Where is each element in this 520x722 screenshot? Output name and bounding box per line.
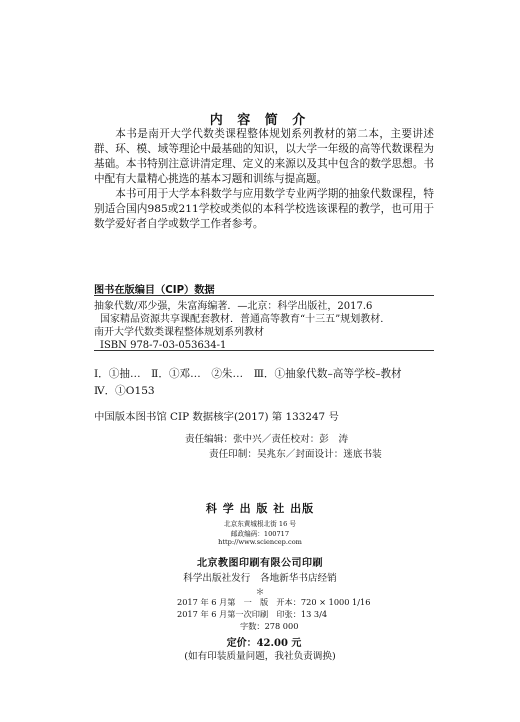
publisher-url: http://www.sciencep.com bbox=[218, 538, 302, 546]
printer-name: 北京教图印刷有限公司印刷 bbox=[197, 558, 323, 569]
intro-paragraph-2: 本书可用于大学本科数学与应用数学专业两学期的抽象代数课程，特别适合国内985或211学校或类似的本科学校选该课程的教学，也可用于数学爱好者自学或数学工作者参考。 bbox=[94, 188, 434, 230]
intro-paragraph-1: 本书是南开大学代数类课程整体规划系列教材的第二本，主要讲述群、环、模、域等理论中最基础的知识，以大学一年级的高等代数课程为基础。本书特别注意讲清定理、定义的来源以及其中包含的数学思想。书中配有大量精心挑选的基本习题和训练与提高题。 bbox=[94, 128, 434, 185]
price: 定价：42.00 元 bbox=[226, 638, 302, 649]
cip-record bbox=[94, 300, 434, 352]
edition-format: 2017 年 6 月第 一 版 开本：720 × 1000 1/16 bbox=[177, 597, 371, 607]
quality-notice: (如有印装质量问题，我社负责调换) bbox=[184, 651, 336, 662]
cip-bottom-rule bbox=[94, 350, 434, 351]
cip-line-series-1: 国家精品资源共享课配套教材．普通高等教育“十三五”规划教材． bbox=[100, 314, 391, 325]
cip-number: 中国版本图书馆 CIP 数据核字(2017) 第 133247 号 bbox=[94, 411, 339, 423]
printing-sheets: 2017 年 6 月第一次印刷 印张：13 3/4 bbox=[177, 609, 328, 619]
publisher-address: 北京东黄城根北街 16 号 bbox=[224, 520, 296, 528]
publisher-name: 科 学 出 版 社 出版 bbox=[205, 502, 315, 515]
cip-heading: 图书在版编目（CIP）数据 bbox=[94, 285, 215, 296]
credits-editor: 责任编辑：张中兴／责任校对：彭 涛 bbox=[185, 434, 349, 445]
word-count: 字数：278 000 bbox=[240, 621, 299, 631]
cip-classification-line-2: Ⅳ．①O153 bbox=[94, 385, 155, 397]
intro-text bbox=[94, 127, 434, 232]
publisher-postcode: 邮政编码：100717 bbox=[230, 530, 290, 538]
credits-printing: 责任印制：吴兆东／封面设计：迷底书装 bbox=[209, 449, 382, 460]
cip-classification bbox=[94, 366, 434, 400]
cip-classification-line-1: Ⅰ．①抽… Ⅱ．①邓… ②朱… Ⅲ．①抽象代数–高等学校–教材 bbox=[94, 368, 402, 380]
cip-top-rule bbox=[94, 295, 434, 296]
cip-line-title: 抽象代数/邓少强，朱富海编著．—北京：科学出版社，2017.6 bbox=[94, 301, 373, 312]
cip-isbn: ISBN 978-7-03-053634-1 bbox=[100, 340, 227, 351]
distribution-line: 科学出版社发行 各地新华书店经销 bbox=[183, 573, 337, 584]
separator-star: ＊ bbox=[255, 588, 265, 598]
intro-title: 内 容 简 介 bbox=[209, 113, 311, 128]
cip-line-series-2: 南开大学代数类课程整体规划系列教材 bbox=[94, 327, 264, 338]
